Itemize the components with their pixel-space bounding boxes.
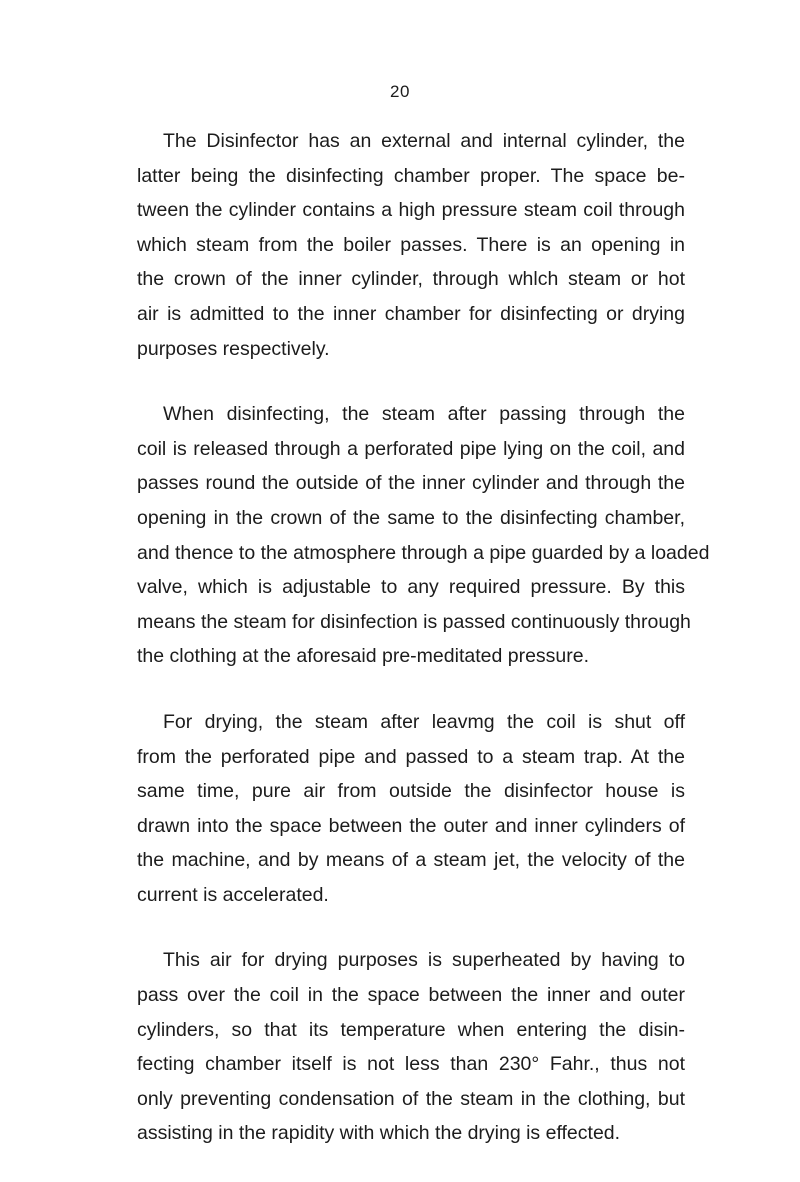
text-line: tween the cylinder contains a high pressure steam coil through [137,199,685,222]
page-number: 20 [390,82,410,101]
body-text [137,124,710,1182]
text-line: latter being the disinfecting chamber proper. The space be- [137,164,685,187]
text-line: drawn into the space between the outer and inner cylinders of [137,814,685,837]
text-line: the clothing at the aforesaid pre-meditated pressure. [137,645,590,668]
text-line: and thence to the atmosphere through a pipe guarded by a loaded [137,541,710,564]
text-line: only preventing condensation of the steam in the clothing, but [137,1087,685,1110]
text-line: means the steam for disinfection is passed continuously through [137,610,691,633]
text-line: For drying, the steam after leavmg the coil is shut off [163,710,685,733]
text-line: purposes respectively. [137,337,330,360]
text-line: opening in the crown of the same to the disinfecting chamber, [137,506,685,529]
paragraph-3 [137,705,685,913]
text-line: which steam from the boiler passes. There is an opening in [137,233,685,256]
text-line: air is admitted to the inner chamber for disinfecting or drying [137,302,685,325]
text-line: The Disinfector has an external and internal cylinder, the [163,130,685,152]
text-line: When disinfecting, the steam after passing through the [163,403,685,426]
text-line: This air for drying purposes is superheated by having to [163,949,685,972]
text-line: from the perforated pipe and passed to a steam trap. At the [137,745,685,768]
text-line: coil is released through a perforated pipe lying on the coil, and [137,437,685,460]
paragraph-1 [137,124,685,366]
text-line: assisting in the rapidity with which the drying is effected. [137,1122,621,1145]
text-line: valve, which is adjustable to any required pressure. By this [137,576,685,599]
paragraph-2 [137,397,710,674]
paragraph-4 [137,943,685,1151]
text-line: passes round the outside of the inner cylinder and through the [137,472,685,495]
text-line: same time, pure air from outside the disinfector house is [137,780,685,803]
text-line: current is accelerated. [137,883,329,906]
text-line: pass over the coil in the space between the inner and outer [137,984,685,1007]
text-line: the crown of the inner cylinder, through whlch steam or hot [137,268,685,291]
text-line: fecting chamber itself is not less than 230° Fahr., thus not [137,1053,685,1076]
text-line: the machine, and by means of a steam jet, the velocity of the [137,849,685,872]
text-line: cylinders, so that its temperature when entering the disin- [137,1018,685,1041]
